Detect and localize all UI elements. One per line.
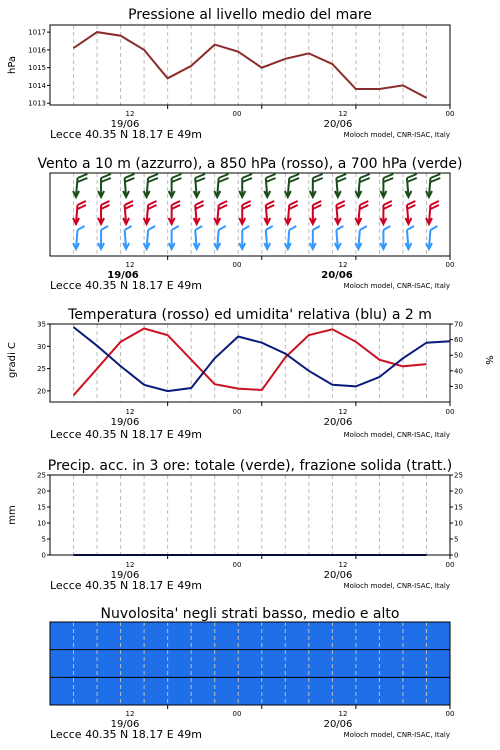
pressure-x-tick-1: 12 <box>125 110 135 118</box>
cloud-cell-alto <box>183 622 210 650</box>
pressure-y-tick-label: 1015 <box>28 64 46 73</box>
wind-x-tick-2: 00 <box>232 261 242 269</box>
cloud-cell-alto <box>423 622 450 650</box>
temp-y-tick-label: 30 <box>37 342 46 351</box>
cloud-cell-medio <box>210 650 237 678</box>
cloud-cell-alto <box>290 622 317 650</box>
cloud-cell-medio <box>370 650 397 678</box>
precip-x-tick-1: 12 <box>125 561 135 569</box>
precip-right-y-tick-label: 15 <box>454 503 463 512</box>
pressure-chart-title: Pressione al livello medio del mare <box>128 7 372 23</box>
pressure-chart <box>28 25 450 109</box>
pressure-y-tick-label: 1013 <box>28 99 46 108</box>
cloud-cell-alto <box>263 622 290 650</box>
cloud-cell-alto <box>397 622 424 650</box>
cloud-cell-medio <box>130 650 157 678</box>
pressure-x-tick-2: 00 <box>232 110 242 118</box>
cloud-credit: Moloch model, CNR-ISAC, Italy <box>343 731 450 739</box>
pressure-date-2: 20/06 <box>323 119 353 130</box>
cloud-cell-basso <box>103 677 130 705</box>
temp-date-1: 19/06 <box>110 417 140 428</box>
wind-x-tick-4: 00 <box>445 261 455 269</box>
pressure-x-tick-4: 00 <box>445 110 455 118</box>
precip-x-tick-4: 00 <box>445 561 455 569</box>
precip-y-tick-label: 10 <box>37 519 46 528</box>
humidity-y-tick-label: 40 <box>454 367 463 376</box>
precip-credit: Moloch model, CNR-ISAC, Italy <box>343 582 450 590</box>
temp-location: Lecce 40.35 N 18.17 E 49m <box>50 428 202 441</box>
cloud-cell-basso <box>130 677 157 705</box>
temp-credit: Moloch model, CNR-ISAC, Italy <box>343 431 450 439</box>
cloud-cell-alto <box>103 622 130 650</box>
wind-x-tick-3: 12 <box>338 261 348 269</box>
cloud-cell-medio <box>103 650 130 678</box>
precip-y-tick-label: 15 <box>37 503 46 512</box>
cloud-cell-basso <box>317 677 344 705</box>
cloud-cell-basso <box>157 677 184 705</box>
cloud-cell-basso <box>210 677 237 705</box>
precip-right-y-tick-label: 20 <box>454 487 463 496</box>
cloud-cell-basso <box>263 677 290 705</box>
cloud-date-2: 20/06 <box>323 719 353 730</box>
cloud-location: Lecce 40.35 N 18.17 E 49m <box>50 728 202 741</box>
cloud-cell-basso <box>370 677 397 705</box>
cloud-x-tick-1: 12 <box>125 710 135 718</box>
precip-x-tick-3: 12 <box>338 561 348 569</box>
cloud-cell-alto <box>370 622 397 650</box>
precip-right-y-tick-label: 0 <box>454 551 459 560</box>
cloud-cell-medio <box>290 650 317 678</box>
cloud-cell-medio <box>317 650 344 678</box>
precip-y-tick-label: 25 <box>37 471 46 480</box>
humidity-y-tick-label: 50 <box>454 351 463 360</box>
precip-x-tick-2: 00 <box>232 561 242 569</box>
precip-right-y-tick-label: 5 <box>454 535 459 544</box>
precip-right-y-tick-label: 25 <box>454 471 463 480</box>
cloud-cell-alto <box>157 622 184 650</box>
pressure-y-tick-label: 1017 <box>28 28 46 37</box>
wind-chart-title: Vento a 10 m (azzurro), a 850 hPa (rosso), a 700 hPa (verde) <box>37 156 463 172</box>
precip-chart-title: Precip. acc. in 3 ore: totale (verde), frazione solida (tratt.) <box>47 458 453 474</box>
precip-location: Lecce 40.35 N 18.17 E 49m <box>50 579 202 592</box>
temp-x-tick-2: 00 <box>232 408 242 416</box>
precip-date-1: 19/06 <box>110 570 140 581</box>
temp-date-2: 20/06 <box>323 417 353 428</box>
temp-x-tick-1: 12 <box>125 408 135 416</box>
cloud-x-tick-2: 00 <box>232 710 242 718</box>
wind-date-1: 19/06 <box>107 270 139 281</box>
wind-date-2: 20/06 <box>321 270 353 281</box>
cloud-cell-alto <box>343 622 370 650</box>
precip-y-tick-label: 20 <box>37 487 46 496</box>
humidity-y-tick-label: 70 <box>454 320 463 329</box>
cloud-cell-alto <box>77 622 104 650</box>
cloud-cell-medio <box>157 650 184 678</box>
cloud-cell-basso <box>183 677 210 705</box>
cloud-cell-medio <box>183 650 210 678</box>
cloud-cell-medio <box>263 650 290 678</box>
cloud-x-tick-3: 12 <box>338 710 348 718</box>
temp-humidity-chart <box>37 321 463 407</box>
cloud-cell-basso <box>343 677 370 705</box>
pressure-y-axis-label: hPa <box>7 55 18 75</box>
pressure-x-tick-3: 12 <box>338 110 348 118</box>
cloud-chart <box>50 622 451 709</box>
cloud-cell-basso <box>290 677 317 705</box>
temp-x-tick-4: 00 <box>445 408 455 416</box>
wind-chart <box>50 173 450 260</box>
cloud-cell-basso <box>423 677 450 705</box>
cloud-cell-medio <box>397 650 424 678</box>
pressure-credit: Moloch model, CNR-ISAC, Italy <box>343 131 450 139</box>
pressure-y-tick-label: 1014 <box>28 81 46 90</box>
cloud-cell-medio <box>343 650 370 678</box>
temp-y-tick-label: 20 <box>37 387 46 396</box>
cloud-cell-medio <box>77 650 104 678</box>
wind-location: Lecce 40.35 N 18.17 E 49m <box>50 279 202 292</box>
humidity-y-tick-label: 30 <box>454 382 463 391</box>
pressure-date-1: 19/06 <box>110 119 140 130</box>
wind-x-tick-1: 12 <box>125 261 135 269</box>
precip-chart <box>37 472 463 560</box>
humidity-y-axis-label: % <box>483 355 494 365</box>
cloud-cell-alto <box>130 622 157 650</box>
humidity-y-tick-label: 60 <box>454 336 463 345</box>
precip-plot-area <box>50 475 450 555</box>
pressure-y-tick-label: 1016 <box>28 46 46 55</box>
cloud-chart-title: Nuvolosita' negli strati basso, medio e alto <box>100 606 400 622</box>
cloud-x-tick-4: 00 <box>445 710 455 718</box>
cloud-cell-alto <box>237 622 264 650</box>
wind-credit: Moloch model, CNR-ISAC, Italy <box>343 282 450 290</box>
cloud-cell-basso <box>237 677 264 705</box>
precip-y-tick-label: 0 <box>41 551 46 560</box>
wind-plot-area <box>50 173 450 256</box>
precip-y-axis-label: mm <box>7 505 18 525</box>
temp-y-axis-label: gradi C <box>7 342 18 378</box>
cloud-cell-basso <box>77 677 104 705</box>
cloud-cell-alto <box>317 622 344 650</box>
cloud-cell-alto <box>210 622 237 650</box>
temp-y-tick-label: 25 <box>37 365 46 374</box>
cloud-cell-basso <box>397 677 424 705</box>
precip-right-y-tick-label: 10 <box>454 519 463 528</box>
pressure-location: Lecce 40.35 N 18.17 E 49m <box>50 128 202 141</box>
cloud-cell-medio <box>423 650 450 678</box>
cloud-cell-medio <box>237 650 264 678</box>
cloud-date-1: 19/06 <box>110 719 140 730</box>
precip-y-tick-label: 5 <box>41 535 46 544</box>
temp-chart-title: Temperatura (rosso) ed umidita' relativa (blu) a 2 m <box>68 307 432 323</box>
temp-y-tick-label: 35 <box>37 320 46 329</box>
precip-date-2: 20/06 <box>323 570 353 581</box>
temp-x-tick-3: 12 <box>338 408 348 416</box>
pressure-plot-area <box>50 25 450 105</box>
